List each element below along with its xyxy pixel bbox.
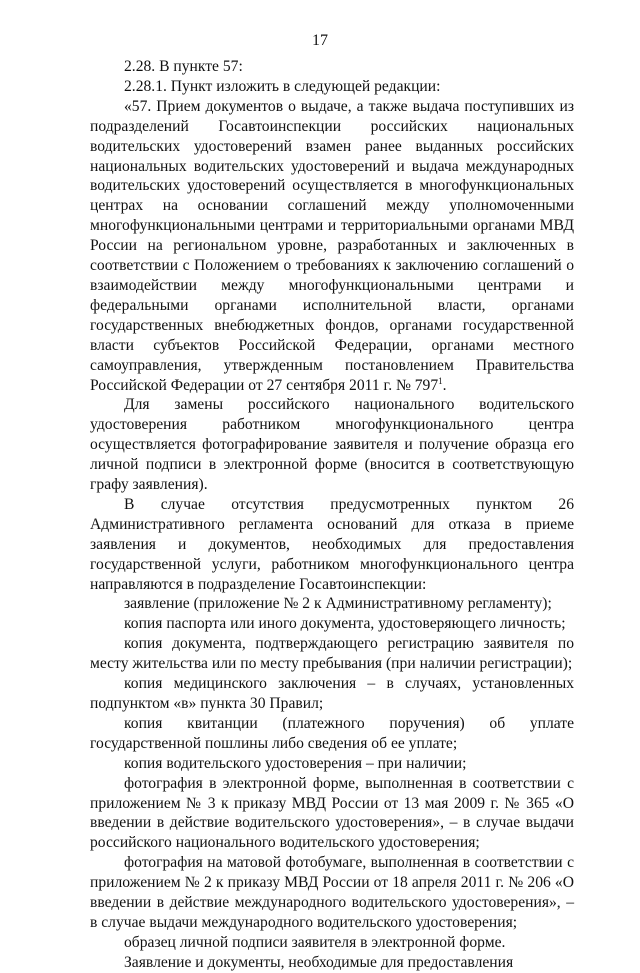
paragraph-clause-2-28-1: 2.28.1. Пункт изложить в следующей редакции:: [124, 77, 441, 95]
list-item-matte-photo: фотография на матовой фотобумаге, выполненная в соответствии с приложением № 2 к приказу МВД России от 18 апреля 2011 г. № 206 «О введении в действие международного водительского удостоверения», – в случае выдачи международного водительского удостоверения;: [90, 854, 574, 931]
list-item-electronic-photo: фотография в электронной форме, выполненная в соответствии с приложением № 3 к приказу МВД России от 13 мая 2009 г. № 365 «О введении в действие водительского удостоверения», – в случае выдачи российского национального водительского удостоверения;: [90, 774, 574, 852]
paragraph-clause-2-28: 2.28. В пункте 57:: [124, 58, 243, 75]
paragraph-photo-replacement: Для замены российского национального водительского удостоверения работником многофункционального центра осуществляется фотографирование заявителя и получение образца его личной подписи в электронной форме (вносится в соответствующую графу заявления).: [90, 396, 574, 494]
list-item-signature-sample: образец личной подписи заявителя в электронной форме.: [124, 933, 506, 951]
footnote-mark: 1: [438, 375, 443, 386]
list-item-license-copy: копия водительского удостоверения – при наличии;: [124, 754, 467, 772]
paragraph-continuation: Заявление и документы, необходимые для предоставления: [124, 953, 514, 971]
paragraph-documents-sent: В случае отсутствия предусмотренных пунктом 26 Административного регламента оснований для отказа в приеме заявления и документов, необходимых для предоставления государственной услуги, работником многофункционального центра направляются в подразделение Госавтоинспекции:: [90, 495, 574, 593]
page-number: 17: [312, 32, 328, 49]
list-item-medical-copy: копия медицинского заключения – в случаях, установленных подпунктом «в» пункта 30 Правил;: [90, 675, 574, 712]
list-item-application: заявление (приложение № 2 к Административному регламенту);: [124, 595, 552, 613]
list-item-passport-copy: копия паспорта или иного документа, удостоверяющего личность;: [124, 615, 566, 633]
paragraph-point-57-end: .: [442, 376, 447, 394]
paragraph-point-57-text: «57. Прием документов о выдаче, а также выдача поступивших из подразделений Госавтоинспекции российских национальных водительских удостоверений взамен ранее выданных российских национальных водительских удостоверений и выдача международных водительских удостоверений осуществляется в многофункциональных центрах на основании соглашений между уполномоченными многофункциональными центрами и территориальными органами МВД России на региональном уровне, разработанных и заключенных в соответствии с Положением о требованиях к заключению соглашений о взаимодействии между многофункциональными центрами и федеральными органами исполнительной власти, органами государственных внебюджетных фондов, органами государственной власти субъектов Российской Федерации, органами местного самоуправления, утвержденным постановлением Правительства Российской Федерации от 27 сентября 2011 г. № 797: [90, 97, 574, 394]
list-item-registration-copy: копия документа, подтверждающего регистрацию заявителя по месту жительства или по месту пребывания (при наличии регистрации);: [90, 635, 574, 673]
list-item-receipt-copy: копия квитанции (платежного поручения) об уплате государственной пошлины либо сведения об ее уплате;: [90, 714, 574, 752]
paragraph-point-57: [90, 97, 574, 396]
document-body: [90, 57, 574, 973]
